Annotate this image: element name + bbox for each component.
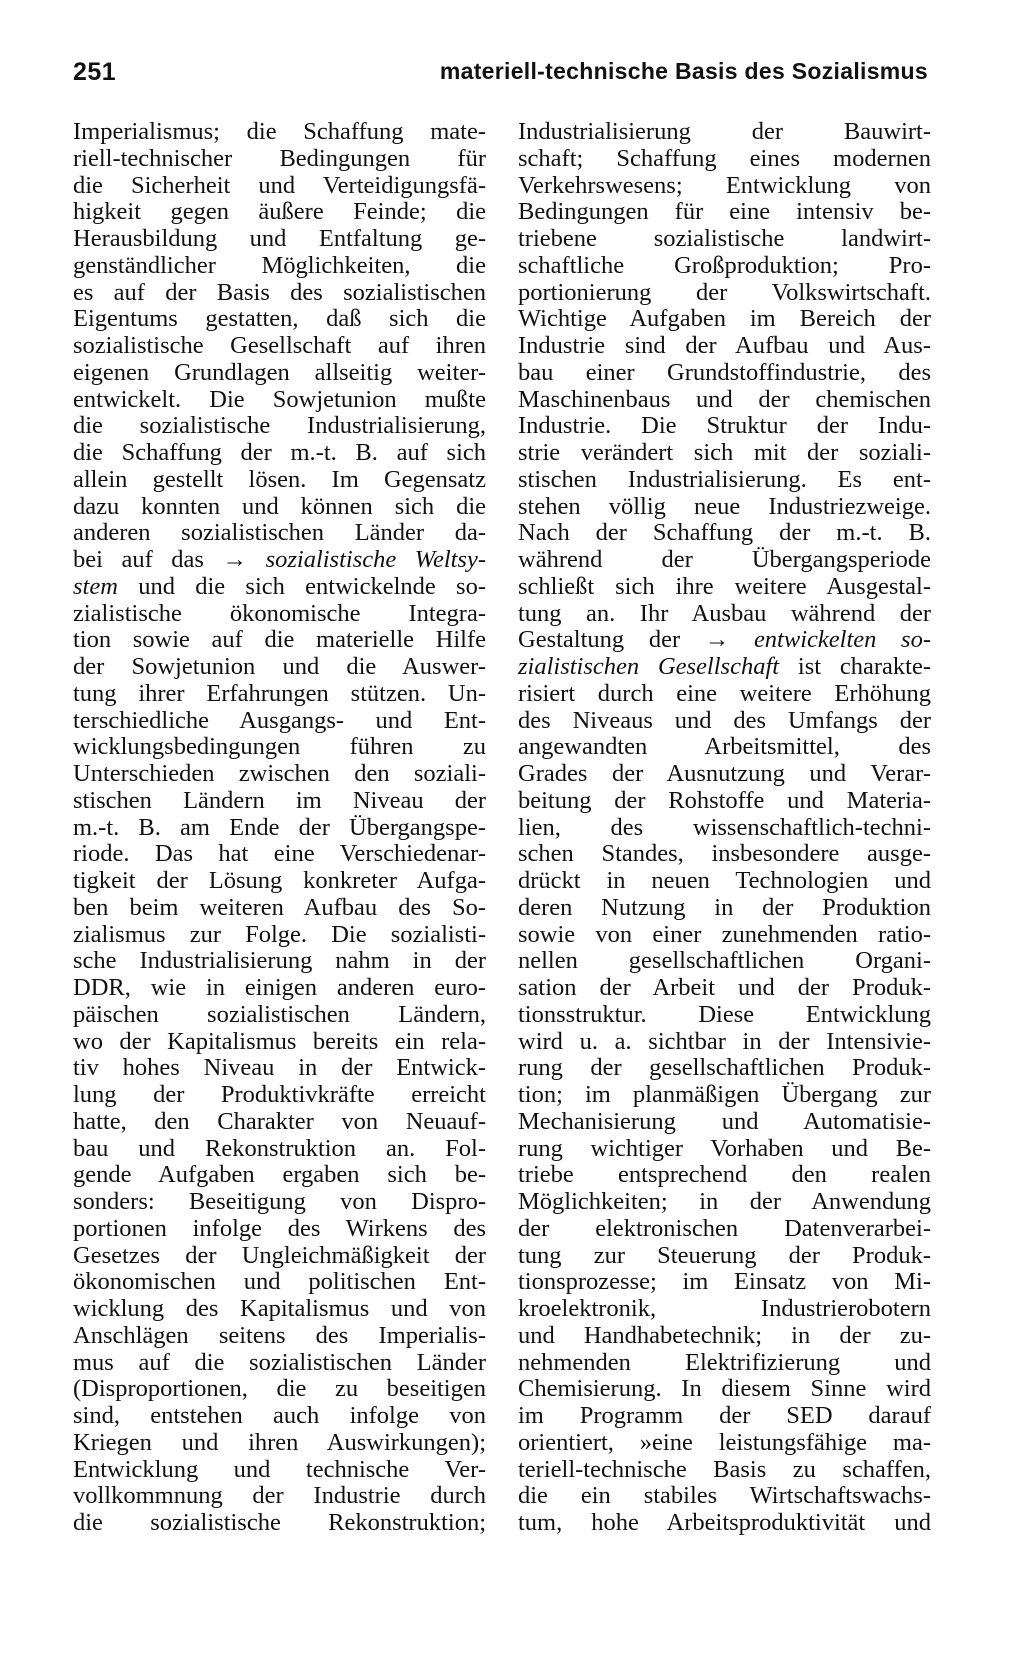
text-line <box>73 1055 486 1082</box>
text-line <box>518 1457 931 1484</box>
text-segment: (Disproportionen, die zu beseitigen <box>73 1376 486 1403</box>
text-segment: sonders: Beseitigung von Dispro- <box>73 1189 486 1215</box>
text-line <box>518 1403 931 1430</box>
text-segment: ben beim weiteren Aufbau des So- <box>73 894 486 921</box>
text-segment: die sozialistische Rekonstruktion; <box>73 1510 486 1536</box>
text-segment: riode. Das hat eine Verschiedenar- <box>73 841 486 868</box>
text-line <box>518 868 931 895</box>
text-line <box>73 1216 486 1243</box>
text-segment: tiv hohes Niveau in der Entwick- <box>73 1055 486 1082</box>
text-line <box>73 1002 486 1029</box>
text-line <box>518 280 931 307</box>
text-segment: eigenen Grundlagen allseitig weiter- <box>73 359 486 386</box>
page-number: 251 <box>73 58 117 86</box>
italic-term: stem <box>73 573 118 600</box>
text-line <box>73 1323 486 1350</box>
text-line <box>518 413 931 440</box>
text-line <box>73 1136 486 1163</box>
text-line <box>518 627 931 654</box>
text-segment: Industrie. Die Struktur der Indu- <box>518 413 931 440</box>
text-line <box>518 253 931 280</box>
text-segment: portionen infolge des Wirkens des <box>73 1215 486 1242</box>
text-segment: ökonomischen und politischen Ent- <box>73 1269 486 1296</box>
text-line <box>518 1082 931 1109</box>
text-line <box>73 681 486 708</box>
text-line <box>518 520 931 547</box>
text-segment: teriell-technische Basis zu schaffen, <box>518 1456 931 1483</box>
text-segment: higkeit gegen äußere Feinde; die <box>73 199 486 226</box>
text-line <box>73 895 486 922</box>
text-line <box>73 306 486 333</box>
text-line <box>518 1029 931 1056</box>
text-segment: nellen gesellschaftlichen Organi- <box>518 948 931 975</box>
text-line <box>73 1189 486 1216</box>
text-line <box>518 654 931 681</box>
text-line <box>73 119 486 146</box>
text-line <box>73 868 486 895</box>
text-segment: Möglichkeiten; in der Anwendung <box>518 1189 931 1215</box>
text-line <box>73 708 486 735</box>
text-segment: hatte, den Charakter von Neuauf- <box>73 1108 486 1135</box>
text-segment: tion sowie auf die materielle Hilfe <box>73 627 486 654</box>
text-segment: deren Nutzung in der Produktion <box>518 894 931 921</box>
text-line <box>518 734 931 761</box>
text-segment: terschiedliche Ausgangs- und Ent- <box>73 707 486 734</box>
text-line <box>73 1350 486 1377</box>
text-segment: die sozialistische Industrialisierung, <box>73 413 486 440</box>
text-segment: schließt sich ihre weitere Ausgestal- <box>518 573 931 600</box>
text-line <box>518 547 931 574</box>
text-segment: kroelektronik, Industrierobotern <box>518 1296 931 1322</box>
text-line <box>73 654 486 681</box>
text-segment: und Handhabetechnik; in der zu- <box>518 1322 931 1349</box>
text-segment: strie verändert sich mit der soziali- <box>518 440 931 466</box>
text-line <box>518 681 931 708</box>
text-segment: die Sicherheit und Verteidigungsfä- <box>73 172 486 199</box>
text-line <box>73 1510 486 1537</box>
text-line <box>518 975 931 1002</box>
text-segment: sozialistische Gesellschaft auf ihren <box>73 333 486 359</box>
text-line <box>518 146 931 173</box>
text-line <box>73 226 486 253</box>
text-line <box>73 815 486 842</box>
italic-term: sozialistische Weltsy- <box>265 547 486 573</box>
text-segment: schaftliche Großproduktion; Pro- <box>518 252 931 279</box>
text-line <box>73 333 486 360</box>
text-segment: drückt in neuen Technologien und <box>518 868 931 894</box>
text-line <box>73 146 486 173</box>
italic-term: zialistischen Gesellschaft <box>518 654 780 680</box>
text-segment: allein gestellt lösen. Im Gegensatz <box>73 466 486 493</box>
text-line <box>518 1109 931 1136</box>
text-line <box>73 413 486 440</box>
text-line <box>73 360 486 387</box>
text-line <box>73 1430 486 1457</box>
text-line <box>73 1082 486 1109</box>
text-line <box>73 1376 486 1403</box>
text-segment: rung wichtiger Vorhaben und Be- <box>518 1135 931 1162</box>
text-segment: päischen sozialistischen Ländern, <box>73 1001 486 1028</box>
text-segment: Maschinenbaus und der chemischen <box>518 386 931 413</box>
text-segment: Nach der Schaffung der m.-t. B. <box>518 520 931 547</box>
text-segment: risiert durch eine weitere Erhöhung <box>518 680 931 707</box>
text-line <box>73 788 486 815</box>
text-line <box>518 467 931 494</box>
text-segment: sind, entstehen auch infolge von <box>73 1403 486 1429</box>
text-segment: genständlicher Möglichkeiten, die <box>73 252 486 279</box>
text-segment: triebene sozialistische landwirt- <box>518 226 931 252</box>
text-line <box>73 199 486 226</box>
text-line <box>73 1162 486 1189</box>
text-line <box>518 1243 931 1270</box>
text-segment: tung an. Ihr Ausbau während der <box>518 600 931 627</box>
text-segment: m.-t. B. am Ende der Übergangspe- <box>73 814 486 841</box>
text-segment: ist charakte- <box>779 654 931 680</box>
text-line <box>73 948 486 975</box>
text-segment: wird u. a. sichtbar in der Intensivie- <box>518 1028 931 1055</box>
text-column-left <box>73 119 486 1537</box>
text-segment: vollkommnung der Industrie durch <box>73 1483 486 1510</box>
text-line <box>518 1350 931 1377</box>
text-line <box>518 1483 931 1510</box>
text-segment: bei auf das → <box>73 547 266 573</box>
text-line <box>73 975 486 1002</box>
text-line <box>518 1376 931 1403</box>
text-segment: tionsprozesse; im Einsatz von Mi- <box>518 1269 931 1296</box>
text-line <box>73 761 486 788</box>
text-segment: Chemisierung. In diesem Sinne wird <box>518 1376 931 1403</box>
text-segment: rung der gesellschaftlichen Produk- <box>518 1055 931 1082</box>
text-line <box>73 467 486 494</box>
text-line <box>73 1109 486 1136</box>
text-segment: mus auf die sozialistischen Länder <box>73 1349 486 1376</box>
text-line <box>518 841 931 868</box>
text-line <box>518 1510 931 1537</box>
text-segment: zialistische ökonomische Integra- <box>73 600 486 627</box>
text-segment: bau und Rekonstruktion an. Fol- <box>73 1135 486 1162</box>
text-segment: zialismus zur Folge. Die sozialisti- <box>73 921 486 948</box>
text-line <box>518 574 931 601</box>
text-segment: im Programm der SED darauf <box>518 1403 931 1429</box>
text-line <box>518 1189 931 1216</box>
text-segment: Bedingungen für eine intensiv be- <box>518 199 931 226</box>
text-line <box>73 1243 486 1270</box>
text-line <box>518 226 931 253</box>
text-segment: der Sowjetunion und die Auswer- <box>73 654 486 680</box>
text-segment: Mechanisierung und Automatisie- <box>518 1108 931 1135</box>
text-segment: tung zur Steuerung der Produk- <box>518 1242 931 1269</box>
text-line <box>518 333 931 360</box>
text-segment: der elektronischen Datenverarbei- <box>518 1215 931 1242</box>
text-line <box>73 1269 486 1296</box>
text-segment: nehmenden Elektrifizierung und <box>518 1349 931 1376</box>
text-column-right <box>518 119 931 1537</box>
running-title: materiell-technische Basis des Sozialismus <box>439 58 928 84</box>
text-segment: stischen Ländern im Niveau der <box>73 787 486 814</box>
text-segment: tigkeit der Lösung konkreter Aufga- <box>73 868 486 894</box>
text-line <box>73 494 486 521</box>
text-line <box>518 1269 931 1296</box>
text-line <box>73 601 486 628</box>
text-segment: Imperialismus; die Schaffung mate- <box>73 119 486 145</box>
text-line <box>73 1457 486 1484</box>
text-line <box>73 1483 486 1510</box>
text-line <box>518 1162 931 1189</box>
text-line <box>73 253 486 280</box>
text-line <box>518 948 931 975</box>
text-line <box>73 387 486 414</box>
text-segment: wo der Kapitalismus bereits ein rela- <box>73 1028 486 1055</box>
text-segment: dazu konnten und können sich die <box>73 493 486 520</box>
text-segment: Verkehrswesens; Entwicklung von <box>518 172 931 199</box>
text-segment: es auf der Basis des sozialistischen <box>73 279 486 306</box>
text-segment: beitung der Rohstoffe und Materia- <box>518 787 931 814</box>
text-line <box>73 1296 486 1323</box>
text-segment: Wichtige Aufgaben im Bereich der <box>518 306 931 333</box>
text-segment: schen Standes, insbesondere ausge- <box>518 841 931 868</box>
text-segment: Eigentums gestatten, daß sich die <box>73 306 486 333</box>
text-segment: Gestaltung der → <box>518 627 754 654</box>
text-line <box>518 119 931 146</box>
text-segment: portionierung der Volkswirtschaft. <box>518 279 931 306</box>
text-line <box>518 1216 931 1243</box>
italic-term: entwickelten so- <box>753 627 931 654</box>
text-segment: sowie von einer zunehmenden ratio- <box>518 921 931 948</box>
text-segment: tion; im planmäßigen Übergang zur <box>518 1082 931 1108</box>
text-segment: stehen völlig neue Industriezweige. <box>518 493 931 520</box>
text-segment: lung der Produktivkräfte erreicht <box>73 1082 486 1108</box>
text-line <box>73 574 486 601</box>
text-segment: und die sich entwickelnde so- <box>117 573 486 600</box>
text-segment: bau einer Grundstoffindustrie, des <box>518 359 931 386</box>
text-line <box>73 1029 486 1056</box>
text-line <box>518 199 931 226</box>
text-line <box>73 440 486 467</box>
text-line <box>518 1002 931 1029</box>
text-segment: wicklung des Kapitalismus und von <box>73 1296 486 1322</box>
text-segment: tionsstruktur. Diese Entwicklung <box>518 1001 931 1028</box>
text-line <box>73 280 486 307</box>
text-line <box>518 922 931 949</box>
text-segment: wicklungsbedingungen führen zu <box>73 734 486 761</box>
text-line <box>73 1403 486 1430</box>
text-line <box>73 520 486 547</box>
text-line <box>518 1296 931 1323</box>
text-line <box>518 494 931 521</box>
text-segment: Kriegen und ihren Auswirkungen); <box>73 1429 486 1456</box>
text-line <box>73 734 486 761</box>
text-segment: riell-technischer Bedingungen für <box>73 145 486 172</box>
text-segment: die Schaffung der m.-t. B. auf sich <box>73 440 486 466</box>
text-segment: anderen sozialistischen Länder da- <box>73 520 486 547</box>
text-segment: Grades der Ausnutzung und Verar- <box>518 761 931 787</box>
text-line <box>518 360 931 387</box>
text-line <box>518 1136 931 1163</box>
text-segment: tung ihrer Erfahrungen stützen. Un- <box>73 680 486 707</box>
text-segment: Gesetzes der Ungleichmäßigkeit der <box>73 1242 486 1269</box>
text-line <box>518 815 931 842</box>
text-segment: Industrie sind der Aufbau und Aus- <box>518 333 931 359</box>
text-segment: sation der Arbeit und der Produk- <box>518 975 931 1001</box>
text-segment: triebe entsprechend den realen <box>518 1162 931 1189</box>
text-segment: Entwicklung und technische Ver- <box>73 1456 486 1483</box>
text-line <box>518 708 931 735</box>
text-line <box>73 922 486 949</box>
text-line <box>518 1055 931 1082</box>
text-line <box>73 841 486 868</box>
text-segment: des Niveaus und des Umfangs der <box>518 707 931 734</box>
text-segment: gende Aufgaben ergaben sich be- <box>73 1162 486 1189</box>
text-segment: orientiert, »eine leistungsfähige ma- <box>518 1429 931 1456</box>
text-segment: schaft; Schaffung eines modernen <box>518 145 931 172</box>
text-segment: entwickelt. Die Sowjetunion mußte <box>73 386 486 413</box>
text-line <box>73 547 486 574</box>
text-line <box>518 601 931 628</box>
text-line <box>518 1430 931 1457</box>
text-line <box>518 173 931 200</box>
text-line <box>518 1323 931 1350</box>
text-segment: tum, hohe Arbeitsproduktivität und <box>518 1510 931 1536</box>
text-segment: Herausbildung und Entfaltung ge- <box>73 226 486 252</box>
text-line <box>73 173 486 200</box>
text-line <box>73 627 486 654</box>
text-segment: angewandten Arbeitsmittel, des <box>518 734 931 761</box>
text-segment: lien, des wissenschaftlich-techni- <box>518 814 931 841</box>
text-line <box>518 788 931 815</box>
text-line <box>518 895 931 922</box>
text-line <box>518 761 931 788</box>
text-segment: stischen Industrialisierung. Es ent- <box>518 466 931 493</box>
text-segment: Unterschieden zwischen den soziali- <box>73 761 486 787</box>
text-segment: DDR, wie in einigen anderen euro- <box>73 975 486 1001</box>
text-line <box>518 387 931 414</box>
text-segment: die ein stabiles Wirtschaftswachs- <box>518 1483 931 1510</box>
text-line <box>518 440 931 467</box>
text-segment: während der Übergangsperiode <box>518 547 931 573</box>
text-segment: sche Industrialisierung nahm in der <box>73 948 486 975</box>
text-segment: Anschlägen seitens des Imperialis- <box>73 1322 486 1349</box>
text-segment: Industrialisierung der Bauwirt- <box>518 119 931 145</box>
text-line <box>518 306 931 333</box>
